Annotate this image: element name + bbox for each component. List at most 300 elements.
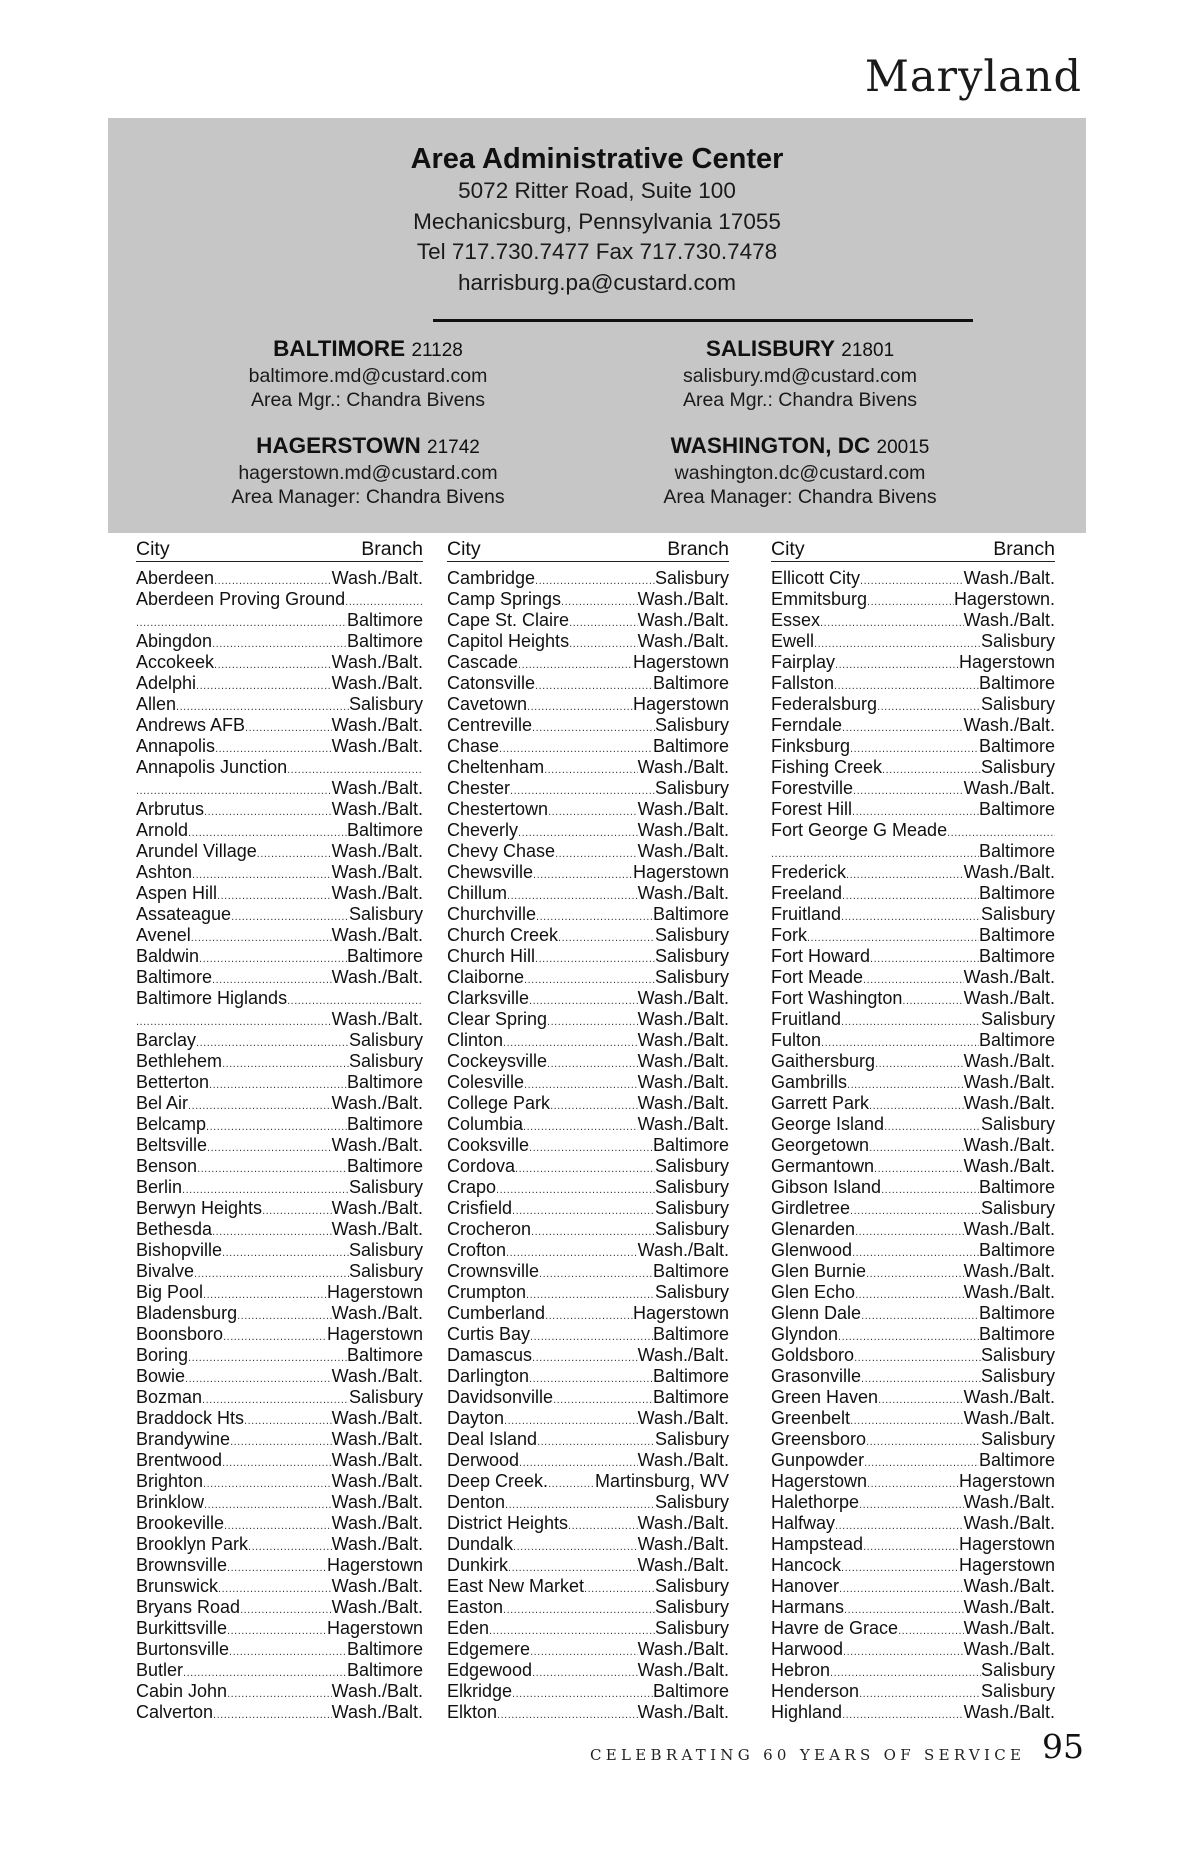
- admin-center-title: Area Administrative Center: [410, 143, 784, 175]
- branch-name: Salisbury: [980, 1345, 1055, 1365]
- city-name: Havre de Grace: [771, 1618, 899, 1638]
- branch-name: Wash./Balt.: [963, 1135, 1055, 1155]
- table-row: [447, 1009, 729, 1030]
- branch-name: Salisbury: [654, 715, 729, 735]
- branch-name: Wash./Balt.: [637, 841, 729, 861]
- dot-leader: [850, 1201, 981, 1219]
- city-name: Beltsville: [136, 1135, 208, 1155]
- city-name: Essex: [771, 610, 821, 630]
- branch-name: Baltimore: [346, 1156, 423, 1176]
- dot-leader: [199, 949, 347, 967]
- branch-name: Martinsburg, WV: [594, 1471, 729, 1491]
- branch-name: Hagerstown: [326, 1324, 423, 1344]
- table-row: [447, 1534, 729, 1555]
- table-row: [447, 1219, 729, 1240]
- branch-name: Hagerstown: [632, 1303, 729, 1323]
- branch-name: Wash./Balt.: [963, 1219, 1055, 1239]
- table-row: [771, 862, 1055, 883]
- table-row: [447, 988, 729, 1009]
- city-name: Girdletree: [771, 1198, 851, 1218]
- city-name: Cumberland: [447, 1303, 546, 1323]
- table-row: [447, 1261, 729, 1282]
- dot-leader: [499, 739, 653, 757]
- table-row: [771, 883, 1055, 904]
- dot-leader: [497, 1705, 638, 1723]
- dot-leader: [584, 1579, 655, 1597]
- branch-name: Salisbury: [654, 925, 729, 945]
- dot-leader: [230, 1432, 332, 1450]
- page-title: Maryland: [864, 52, 1082, 102]
- dot-leader: [506, 1243, 638, 1261]
- table-row: [771, 1618, 1055, 1639]
- dot-leader: [518, 655, 633, 673]
- city-name: Cheltenham: [447, 757, 545, 777]
- dot-leader: [214, 571, 332, 589]
- city-name: Fort Meade: [771, 967, 864, 987]
- dot-leader: [847, 1075, 964, 1093]
- city-name: Fairplay: [771, 652, 836, 672]
- branch-name: Baltimore: [652, 736, 729, 756]
- branch-name: Wash./Balt.: [963, 1051, 1055, 1071]
- dot-leader: [544, 760, 638, 778]
- dot-leader: [508, 1558, 638, 1576]
- city-name: Bozman: [136, 1387, 203, 1407]
- city-name: Accokeek: [136, 652, 215, 672]
- city-name: Glenarden: [771, 1219, 856, 1239]
- dot-leader: [345, 592, 423, 610]
- branch-name: Wash./Balt.: [331, 1702, 423, 1722]
- branch-name: Wash./Balt.: [963, 1156, 1055, 1176]
- table-row: [771, 715, 1055, 736]
- table-row: [136, 1177, 423, 1198]
- city-name: Cascade: [447, 652, 519, 672]
- table-row: [136, 652, 423, 673]
- branch-name: Baltimore: [346, 1072, 423, 1092]
- dot-leader: [844, 1600, 964, 1618]
- branch-name: Wash./Balt.: [331, 841, 423, 861]
- dot-leader: [257, 844, 332, 862]
- branch-name: SALISBURY 21801: [705, 336, 895, 361]
- dot-leader: [183, 1663, 347, 1681]
- table-row: [447, 715, 729, 736]
- dot-leader: [510, 781, 655, 799]
- city-name: Cape St. Claire: [447, 610, 570, 630]
- branch-name: Salisbury: [980, 694, 1055, 714]
- branch-name: Wash./Balt.: [963, 568, 1055, 588]
- table-row: [447, 1093, 729, 1114]
- branch-name: Hagerstown.: [953, 589, 1055, 609]
- table-row: [771, 1702, 1055, 1723]
- city-name: Glenn Dale: [771, 1303, 862, 1323]
- dot-leader: [192, 865, 332, 883]
- table-row: [136, 1198, 423, 1219]
- dot-leader: [245, 718, 332, 736]
- table-row: [447, 757, 729, 778]
- branch-name: Baltimore: [346, 1639, 423, 1659]
- dot-leader: [555, 844, 638, 862]
- table-row: [447, 652, 729, 673]
- city-name: Cabin John: [136, 1681, 228, 1701]
- city-name: District Heights: [447, 1513, 569, 1533]
- city-name: Church Hill: [447, 946, 536, 966]
- branch-name: Baltimore: [652, 1681, 729, 1701]
- branch-name: Baltimore: [652, 904, 729, 924]
- city-name: Chestertown: [447, 799, 549, 819]
- dot-leader: [287, 760, 423, 778]
- city-name: Finksburg: [771, 736, 851, 756]
- city-name: Brookeville: [136, 1513, 225, 1533]
- branch-name: Salisbury: [980, 1366, 1055, 1386]
- dot-leader: [535, 676, 653, 694]
- city-name: Avenel: [136, 925, 191, 945]
- dot-leader: [513, 1537, 638, 1555]
- dot-leader: [227, 1558, 327, 1576]
- dot-leader: [863, 970, 964, 988]
- branch-name: Wash./Balt.: [331, 1576, 423, 1596]
- branch-name: Wash./Balt.: [963, 967, 1055, 987]
- city-name: Davidsonville: [447, 1387, 554, 1407]
- dot-leader: [835, 1516, 964, 1534]
- table-row: [136, 1597, 423, 1618]
- city-name: Church Creek: [447, 925, 559, 945]
- city-name: Claiborne: [447, 967, 525, 987]
- table-row: [136, 778, 423, 799]
- dot-leader: [231, 907, 349, 925]
- city-name: Darlington: [447, 1366, 530, 1386]
- city-name: Bethesda: [136, 1219, 213, 1239]
- table-row: [771, 1135, 1055, 1156]
- dot-leader: [262, 1201, 332, 1219]
- branch-name: Salisbury: [980, 904, 1055, 924]
- dot-leader: [532, 1348, 638, 1366]
- city-column-1: [136, 537, 423, 1723]
- dot-leader: [203, 1285, 327, 1303]
- table-row: [771, 1597, 1055, 1618]
- branch-header: Branch: [667, 538, 729, 560]
- branch-name: Wash./Balt.: [331, 925, 423, 945]
- table-row: [136, 1072, 423, 1093]
- table-row: [771, 820, 1055, 841]
- dot-leader: [852, 1243, 979, 1261]
- table-row: [447, 1156, 729, 1177]
- dot-leader: [222, 1243, 349, 1261]
- branch-name: Salisbury: [654, 1597, 729, 1617]
- dot-leader: [222, 1054, 349, 1072]
- branch-name: Baltimore: [978, 1303, 1055, 1323]
- dot-leader: [547, 1012, 638, 1030]
- dot-leader: [814, 634, 981, 652]
- table-row: [136, 946, 423, 967]
- table-row: [136, 1534, 423, 1555]
- column-header: [447, 537, 729, 562]
- table-row: [447, 778, 729, 799]
- table-row: [771, 1093, 1055, 1114]
- branch-name: Wash./Balt.: [963, 1513, 1055, 1533]
- table-row: [136, 1345, 423, 1366]
- city-name: Camp Springs: [447, 589, 562, 609]
- branch-name: Salisbury: [654, 568, 729, 588]
- dot-leader: [524, 1075, 638, 1093]
- dot-leader: [867, 592, 954, 610]
- dot-leader: [843, 1642, 964, 1660]
- dot-leader: [838, 1327, 979, 1345]
- branch-name: Salisbury: [348, 1261, 423, 1281]
- table-row: [136, 1471, 423, 1492]
- table-row: [447, 1387, 729, 1408]
- branch-name: Wash./Balt.: [963, 1387, 1055, 1407]
- city-name: Deal Island: [447, 1429, 538, 1449]
- table-row: [136, 1282, 423, 1303]
- table-row: [136, 736, 423, 757]
- dot-leader: [569, 613, 638, 631]
- dot-leader: [898, 1621, 964, 1639]
- city-name: Big Pool: [136, 1282, 204, 1302]
- city-name: Greenbelt: [771, 1408, 851, 1428]
- table-row: [447, 1030, 729, 1051]
- dot-leader: [902, 991, 963, 1009]
- branch-name: Baltimore: [346, 1114, 423, 1134]
- city-name: Baltimore: [136, 967, 213, 987]
- city-name: Bowie: [136, 1366, 186, 1386]
- dot-leader: [529, 1369, 653, 1387]
- city-name: Garrett Park: [771, 1093, 870, 1113]
- table-row: [447, 1345, 729, 1366]
- branch-email: salisbury.md@custard.com: [683, 365, 917, 387]
- city-name: Boonsboro: [136, 1324, 224, 1344]
- city-name: Fruitland: [771, 1009, 842, 1029]
- city-name: Fallston: [771, 673, 835, 693]
- table-row: [136, 1156, 423, 1177]
- admin-center-box: [108, 118, 1086, 533]
- branch-name: Hagerstown: [326, 1555, 423, 1575]
- branch-name: Wash./Balt.: [637, 1093, 729, 1113]
- city-name: George Island: [771, 1114, 885, 1134]
- branch-name: Wash./Balt.: [331, 1450, 423, 1470]
- dot-leader: [568, 1516, 638, 1534]
- city-name: Federalsburg: [771, 694, 878, 714]
- branch-name: Baltimore: [978, 1177, 1055, 1197]
- branch-manager: Area Manager: Chandra Bivens: [663, 486, 937, 508]
- table-row: [136, 1429, 423, 1450]
- admin-center-info: [108, 142, 1086, 298]
- table-row: [771, 1261, 1055, 1282]
- dot-leader: [512, 1684, 653, 1702]
- branch-manager: Area Manager: Chandra Bivens: [231, 486, 505, 508]
- table-row: [136, 715, 423, 736]
- dot-leader: [197, 1159, 347, 1177]
- city-name: Elkton: [447, 1702, 498, 1722]
- dot-leader: [859, 1495, 964, 1513]
- city-name: Hancock: [771, 1555, 842, 1575]
- table-row: [136, 1555, 423, 1576]
- branch-name: Baltimore: [978, 1450, 1055, 1470]
- branch-name: Baltimore: [978, 946, 1055, 966]
- dot-leader: [515, 1159, 655, 1177]
- branch-name: Wash./Balt.: [963, 1492, 1055, 1512]
- branch-name: Salisbury: [654, 1198, 729, 1218]
- city-name: Glen Burnie: [771, 1261, 867, 1281]
- city-name: Greensboro: [771, 1429, 867, 1449]
- dot-leader: [188, 823, 347, 841]
- table-row: [136, 883, 423, 904]
- table-row: [447, 1471, 729, 1492]
- table-row: [136, 1030, 423, 1051]
- branch-name: Wash./Balt.: [637, 1702, 729, 1722]
- table-row: [136, 1702, 423, 1723]
- branch-name: Wash./Balt.: [963, 862, 1055, 882]
- city-name: Cambridge: [447, 568, 536, 588]
- city-name: Harmans: [771, 1597, 845, 1617]
- city-name: Freeland: [771, 883, 843, 903]
- branch-name: Salisbury: [654, 1219, 729, 1239]
- city-name: Andrews AFB: [136, 715, 246, 735]
- dot-leader: [869, 1096, 964, 1114]
- branch-name: Wash./Balt.: [331, 1093, 423, 1113]
- dot-leader: [244, 1411, 332, 1429]
- table-row: [771, 778, 1055, 799]
- city-name: Chevy Chase: [447, 841, 556, 861]
- city-name: Butler: [136, 1660, 184, 1680]
- table-row: [771, 1408, 1055, 1429]
- city-name: Cheverly: [447, 820, 519, 840]
- city-name: Hagerstown: [771, 1471, 868, 1491]
- branch-name: Wash./Balt.: [331, 1303, 423, 1323]
- city-name: Bethlehem: [136, 1051, 223, 1071]
- branch-email: baltimore.md@custard.com: [248, 365, 488, 387]
- table-row: [771, 967, 1055, 988]
- dot-leader: [503, 1033, 638, 1051]
- branch-name: Wash./Balt.: [331, 967, 423, 987]
- dot-leader: [875, 1054, 964, 1072]
- city-name: Gibson Island: [771, 1177, 882, 1197]
- table-row: [771, 673, 1055, 694]
- city-name: East New Market: [447, 1576, 585, 1596]
- table-row: [136, 1450, 423, 1471]
- city-name: Fort George G Meade: [771, 820, 948, 840]
- admin-center-address2: Mechanicsburg, Pennsylvania 17055: [413, 208, 781, 234]
- branch-name: Wash./Balt.: [331, 1219, 423, 1239]
- dot-leader: [855, 1222, 964, 1240]
- table-row: [771, 1114, 1055, 1135]
- branch-name: Wash./Balt.: [963, 1261, 1055, 1281]
- footer-tagline: CELEBRATING 60 YEARS OF SERVICE: [590, 1746, 1026, 1764]
- city-name: Damascus: [447, 1345, 533, 1365]
- dot-leader: [861, 1369, 981, 1387]
- table-row: [136, 1366, 423, 1387]
- city-name: Deep Creek.: [447, 1471, 549, 1491]
- table-row: [771, 1219, 1055, 1240]
- city-name: Glenwood: [771, 1240, 853, 1260]
- branch-name: Salisbury: [348, 1240, 423, 1260]
- table-row: [447, 1324, 729, 1345]
- city-name: Fishing Creek: [771, 757, 883, 777]
- city-name: Ashton: [136, 862, 193, 882]
- dot-leader: [878, 1390, 964, 1408]
- city-name: Chillum: [447, 883, 508, 903]
- table-row: [771, 589, 1055, 610]
- city-name: Easton: [447, 1597, 504, 1617]
- table-row: [771, 1282, 1055, 1303]
- city-name: Crumpton: [447, 1282, 527, 1302]
- dot-leader: [537, 1432, 655, 1450]
- branch-name: WASHINGTON, DC 20015: [670, 433, 930, 458]
- column-header: [136, 537, 423, 562]
- city-name: Assateague: [136, 904, 232, 924]
- city-header: City: [771, 538, 805, 560]
- city-name: Brunswick: [136, 1576, 219, 1596]
- branch-name: Wash./Balt.: [331, 1009, 423, 1029]
- dot-leader: [532, 1663, 638, 1681]
- city-name: Bryans Road: [136, 1597, 241, 1617]
- dot-leader: [214, 655, 332, 673]
- branch-name: Salisbury: [654, 1576, 729, 1596]
- table-row: [447, 1597, 729, 1618]
- branch-name: Hagerstown: [958, 1555, 1055, 1575]
- branch-name: Baltimore: [346, 946, 423, 966]
- city-name: Germantown: [771, 1156, 875, 1176]
- branch-name: Wash./Balt.: [637, 820, 729, 840]
- table-row: [447, 1702, 729, 1723]
- branch-name: Baltimore: [652, 1324, 729, 1344]
- city-name: Chester: [447, 778, 511, 798]
- city-name: Dunkirk: [447, 1555, 509, 1575]
- table-row: [771, 568, 1055, 589]
- table-row: [771, 1303, 1055, 1324]
- table-row: [447, 1408, 729, 1429]
- branch-name: Salisbury: [980, 1660, 1055, 1680]
- city-column-2: [447, 537, 729, 1723]
- city-name: Ferndale: [771, 715, 843, 735]
- dot-leader: [519, 1453, 638, 1471]
- dot-leader: [530, 1327, 653, 1345]
- city-name: Goldsboro: [771, 1345, 855, 1365]
- table-row: [136, 988, 423, 1009]
- branch-name: Salisbury: [654, 967, 729, 987]
- branch-name: Salisbury: [654, 1492, 729, 1512]
- branch-name: Baltimore: [652, 1135, 729, 1155]
- branch-name: Baltimore: [978, 736, 1055, 756]
- branch-name: Wash./Balt.: [637, 1051, 729, 1071]
- dot-leader: [512, 1201, 655, 1219]
- branch-name: Wash./Balt.: [331, 1513, 423, 1533]
- dot-leader: [523, 1117, 638, 1135]
- table-row: [136, 1387, 423, 1408]
- branch-name: Wash./Balt.: [637, 1450, 729, 1470]
- city-name: Arundel Village: [136, 841, 257, 861]
- city-header: City: [136, 538, 170, 560]
- branch-name: Wash./Balt.: [331, 1534, 423, 1554]
- city-name: Georgetown: [771, 1135, 870, 1155]
- branch-name: Baltimore: [346, 610, 423, 630]
- table-row: [447, 1051, 729, 1072]
- branch-name: Baltimore: [652, 1366, 729, 1386]
- city-name: Grasonville: [771, 1366, 862, 1386]
- table-row: [447, 1681, 729, 1702]
- city-name: Fruitland: [771, 904, 842, 924]
- city-name: Hanover: [771, 1576, 840, 1596]
- dot-leader: [947, 823, 1055, 841]
- table-row: [771, 1051, 1055, 1072]
- table-row: [136, 1135, 423, 1156]
- city-name: Hebron: [771, 1660, 831, 1680]
- branch-name: Baltimore: [652, 673, 729, 693]
- city-name: Frederick: [771, 862, 847, 882]
- city-name: Brentwood: [136, 1450, 223, 1470]
- table-row: [447, 1303, 729, 1324]
- branch-name: Hagerstown: [632, 862, 729, 882]
- dot-leader: [545, 1306, 633, 1324]
- dot-leader: [240, 1600, 332, 1618]
